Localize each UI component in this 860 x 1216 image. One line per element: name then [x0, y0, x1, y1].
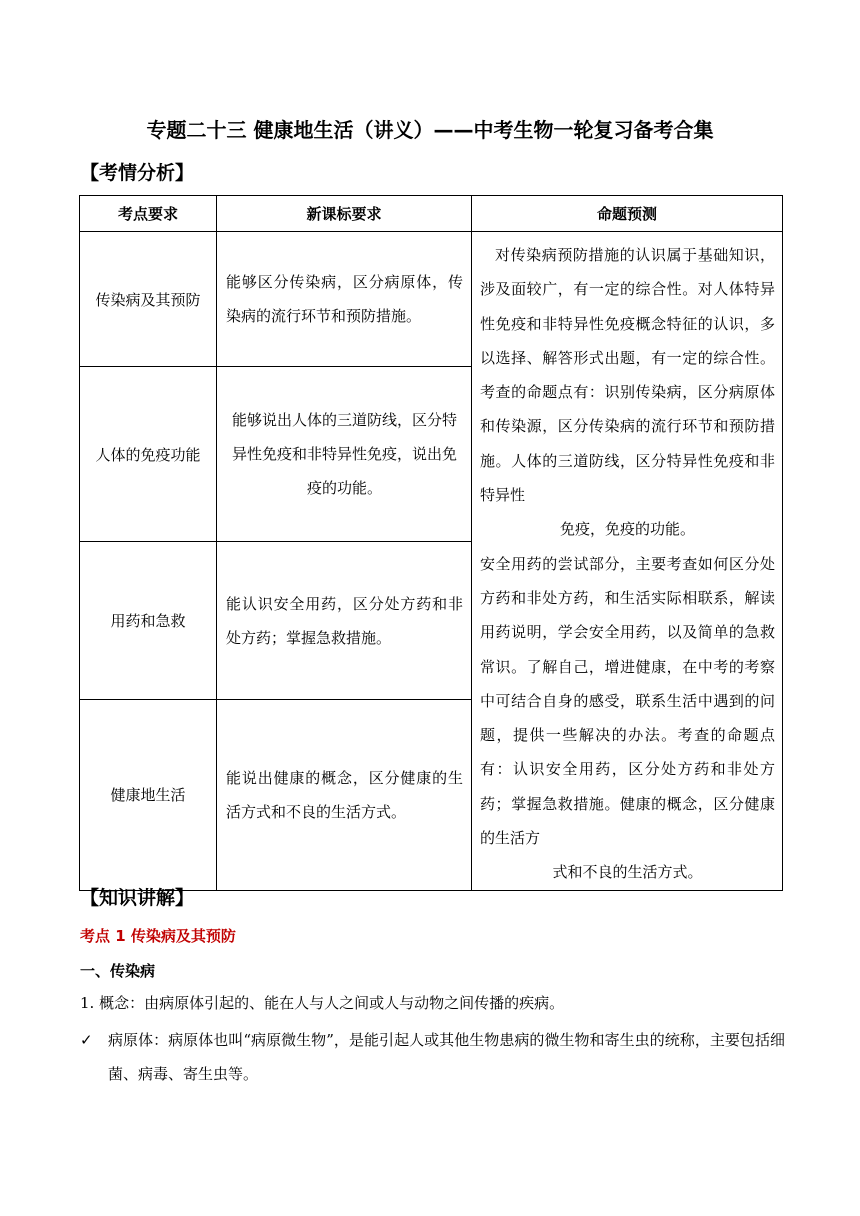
section-heading-knowledge: 【知识讲解】 — [80, 887, 195, 909]
table-cell-point: 传染病及其预防 — [80, 232, 217, 367]
table-cell-requirement: 能够区分传染病，区分病原体，传染病的流行环节和预防措施。 — [217, 232, 472, 367]
bullet-pathogen — [80, 1023, 785, 1091]
section-heading-analysis: 【考情分析】 — [80, 162, 195, 184]
table-cell-point: 用药和急救 — [80, 542, 217, 700]
table-cell-requirement: 能说出健康的概念，区分健康的生活方式和不良的生活方式。 — [217, 700, 472, 891]
prediction-cell — [472, 232, 783, 891]
prediction-paragraph-2-end: 式和不良的生活方式。 — [552, 863, 703, 882]
analysis-table — [79, 195, 783, 891]
table-header: 考点要求 — [80, 196, 217, 232]
table-row — [80, 232, 783, 367]
table-header: 命题预测 — [472, 196, 783, 232]
page-title: 专题二十三 健康地生活（讲义）——中考生物一轮复习备考合集 — [146, 118, 714, 142]
table-header-row — [80, 196, 783, 232]
bullet-text: 病原体：病原体也叫“病原微生物”，是能引起人或其他生物患病的微生物和寄生虫的统称，主要包括细菌、病毒、寄生虫等。 — [108, 1031, 785, 1083]
table-header: 新课标要求 — [217, 196, 472, 232]
subheading-infectious-disease: 一、传染病 — [80, 962, 156, 980]
prediction-paragraph-2: 安全用药的尝试部分，主要考查如何区分处方药和非处方药，和生活实际相联系，解读用药说明，学会安全用药，以及简单的急救常识。了解自己，增进健康，在中考的考察中可结合自身的感受，联系生活中遇到的问题，提供一些解决的办法。考查的命题点有：认识安全用药，区分处方药和非处方药；掌握急救措施。健康的概念，区分健康的生活方 — [480, 554, 775, 848]
table-cell-requirement: 能够说出人体的三道防线，区分特异性免疫和非特异性免疫，说出免疫的功能。 — [217, 367, 472, 542]
checkmark-icon: ✓ — [80, 1031, 93, 1049]
kaodian-heading: 考点 1 传染病及其预防 — [80, 927, 236, 945]
prediction-paragraph-1-end: 免疫，免疫的功能。 — [559, 520, 695, 539]
table-cell-point: 健康地生活 — [80, 700, 217, 891]
concept-paragraph: 1. 概念：由病原体引起的、能在人与人之间或人与动物之间传播的疾病。 — [80, 994, 565, 1012]
table-cell-point: 人体的免疫功能 — [80, 367, 217, 542]
prediction-paragraph-1: 对传染病预防措施的认识属于基础知识，涉及面较广，有一定的综合性。对人体特异性免疫和非特异性免疫概念特征的认识，多以选择、解答形式出题，有一定的综合性。考查的命题点有：识别传染病，区分病原体和传染源，区分传染病的流行环节和预防措施。人体的三道防线，区分特异性免疫和非特异性 — [480, 246, 775, 505]
table-cell-requirement: 能认识安全用药，区分处方药和非处方药；掌握急救措施。 — [217, 542, 472, 700]
